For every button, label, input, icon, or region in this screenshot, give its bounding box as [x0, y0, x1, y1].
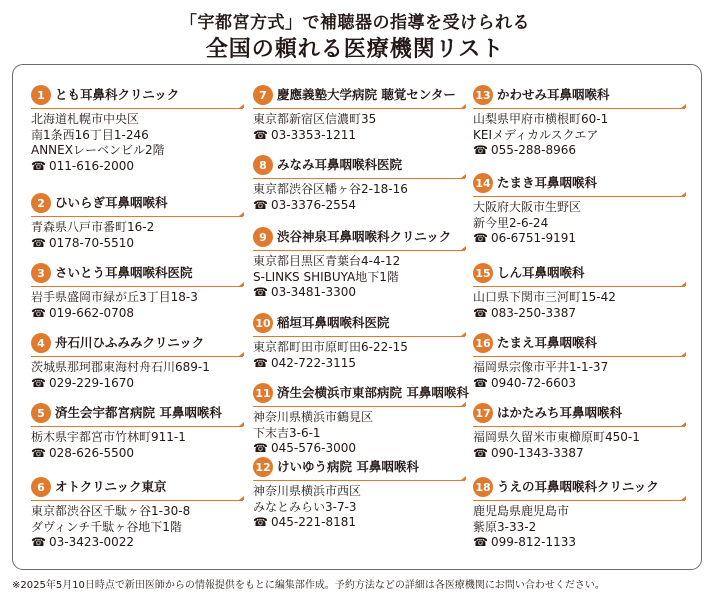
telephone-icon: ☎ [31, 158, 46, 173]
clinic-address-line: 青森県八戸市番町16-2 [31, 220, 155, 234]
clinic-address-line: 茨城県那珂郡東海村舟石川689-1 [31, 360, 210, 374]
clinic-address-line: 山口県下関市三河町15-42 [473, 290, 616, 304]
clinic-heading-rule [473, 356, 685, 357]
clinic-address-line: 福岡県久留米市東櫛原町450-1 [473, 430, 640, 444]
clinic-phone [473, 306, 685, 322]
clinic-phone [31, 236, 243, 252]
clinic-address-line: 山梨県甲府市横根町60-1 [473, 112, 609, 126]
clinic-number-badge: 14 [473, 173, 493, 193]
clinic-entry [31, 475, 243, 551]
clinic-address-line: 北海道札幌市中央区 [31, 112, 140, 126]
clinic-heading [253, 455, 465, 479]
clinic-phone [473, 143, 685, 159]
clinic-phone [473, 446, 685, 462]
clinic-heading [473, 331, 685, 355]
clinic-phone [31, 159, 243, 175]
clinic-heading [31, 331, 243, 355]
telephone-icon: ☎ [473, 445, 488, 460]
clinic-name: たまき耳鼻咽喉科 [497, 175, 598, 190]
clinic-address-line: 紫原3-33-2 [473, 519, 537, 534]
clinic-number-badge: 12 [253, 457, 273, 477]
clinic-name: 稲垣耳鼻咽喉科医院 [277, 315, 390, 330]
telephone-icon: ☎ [31, 305, 46, 320]
clinic-entry [473, 83, 685, 159]
telephone-icon: ☎ [253, 127, 268, 142]
telephone-icon: ☎ [253, 441, 268, 455]
clinic-number-badge: 1 [31, 85, 51, 105]
clinic-number-badge: 16 [473, 333, 493, 353]
clinic-phone-number: 03-3423-0022 [49, 535, 135, 549]
clinic-address-line: 神奈川県横浜市西区 [253, 484, 362, 498]
clinic-address-line: S-LINKS SHIBUYA地下1階 [253, 269, 399, 284]
clinic-phone [31, 446, 243, 462]
clinic-name: オトクリニック東京 [55, 479, 167, 494]
telephone-icon: ☎ [253, 285, 268, 299]
clinic-address-line: みなとみらい3-7-3 [253, 499, 357, 514]
clinic-name: かわせみ耳鼻咽喉科 [497, 87, 610, 102]
clinic-phone [253, 356, 465, 372]
clinic-phone-number: 06-6751-9191 [491, 231, 577, 245]
clinic-phone [253, 285, 465, 301]
clinic-heading-rule [253, 336, 465, 337]
clinic-entry [31, 83, 243, 174]
clinic-heading-rule [473, 426, 685, 427]
clinic-entry [473, 261, 685, 321]
clinic-heading-rule [253, 480, 465, 481]
clinic-heading-rule [473, 500, 685, 501]
telephone-icon: ☎ [31, 375, 46, 390]
clinic-heading [31, 401, 243, 425]
clinic-entry [473, 331, 685, 391]
clinic-address-line: 大阪府大阪市生野区 [473, 200, 582, 214]
clinic-heading [473, 171, 685, 195]
clinic-heading-rule [473, 286, 685, 287]
clinic-number-badge: 13 [473, 85, 493, 105]
clinic-heading-rule [31, 216, 243, 217]
clinic-heading-rule [473, 108, 685, 109]
clinic-heading [473, 401, 685, 425]
clinic-phone [31, 535, 243, 551]
clinic-heading [31, 261, 243, 285]
clinic-heading-rule [253, 178, 465, 179]
clinic-address-line: KEIメディカルスクエア [473, 127, 599, 142]
clinic-heading-rule [31, 500, 243, 501]
clinic-phone-number: 055-288-8966 [491, 143, 577, 157]
clinic-address-line: 東京都町田市原町田6-22-15 [253, 340, 408, 354]
telephone-icon: ☎ [31, 235, 46, 250]
clinic-phone-number: 028-626-5500 [49, 445, 135, 460]
clinic-entry [31, 191, 243, 251]
clinic-address-line: 東京都渋谷区千駄ヶ谷1-30-8 [31, 504, 191, 518]
clinic-heading [253, 311, 465, 335]
clinic-phone-number: 045-576-3000 [271, 441, 357, 455]
clinic-name: ひいらぎ耳鼻咽喉科 [55, 195, 168, 210]
clinic-name: 慶應義塾大学病院 聴覚センター [277, 87, 456, 102]
clinic-phone-number: 019-662-0708 [49, 305, 135, 320]
clinic-address-line: 東京都渋谷区幡ヶ谷2-18-16 [253, 182, 408, 196]
clinic-heading [473, 83, 685, 107]
clinic-phone-number: 03-3376-2554 [271, 197, 357, 212]
telephone-icon: ☎ [31, 535, 46, 549]
clinic-phone-number: 029-229-1670 [49, 375, 135, 390]
clinic-entry [253, 83, 465, 143]
clinic-name: はかたみち耳鼻咽喉科 [497, 405, 623, 420]
clinic-heading-rule [253, 108, 465, 109]
clinic-number-badge: 11 [253, 383, 273, 403]
clinic-name: 済生会横浜市東部病院 耳鼻咽喉科 [277, 385, 469, 400]
clinic-number-badge: 17 [473, 403, 493, 423]
clinic-name: 済生会宇都宮病院 耳鼻咽喉科 [55, 405, 222, 420]
clinic-phone-number: 090-1343-3387 [491, 445, 584, 460]
clinic-address-line: 岩手県盛岡市緑が丘3丁目18-3 [31, 290, 198, 304]
clinic-number-badge: 3 [31, 263, 51, 283]
clinic-phone-number: 083-250-3387 [491, 305, 577, 320]
clinic-entry [31, 331, 243, 391]
clinic-heading [31, 191, 243, 215]
clinic-address-line: 鹿児島県鹿児島市 [473, 504, 570, 518]
clinic-number-badge: 5 [31, 403, 51, 423]
clinic-phone [473, 535, 685, 551]
clinic-name: とも耳鼻科クリニック [55, 87, 180, 102]
clinic-address-line: ANNEXレーベンビル2階 [31, 143, 165, 157]
clinic-address-line: 新今里2-6-24 [473, 215, 549, 230]
clinic-heading [31, 475, 243, 499]
clinic-entry [253, 225, 465, 301]
clinic-address-line: 南1条西16丁目1-246 [31, 127, 149, 142]
clinic-heading-rule [473, 196, 685, 197]
clinic-entry [253, 153, 465, 213]
clinic-phone [253, 198, 465, 214]
telephone-icon: ☎ [473, 231, 488, 245]
clinic-entry [253, 381, 469, 457]
clinic-heading [473, 261, 685, 285]
clinic-heading-rule [253, 406, 465, 407]
clinic-address-line: 東京都目黒区青葉台4-4-12 [253, 254, 401, 268]
clinic-list-panel [12, 64, 702, 570]
clinic-number-badge: 8 [253, 155, 273, 175]
clinic-number-badge: 4 [31, 333, 51, 353]
page-subtitle: 「宇都宮方式」で補聴器の指導を受けられる [180, 13, 530, 33]
telephone-icon: ☎ [473, 143, 488, 157]
clinic-heading-rule [31, 286, 243, 287]
clinic-address-line: ダヴィンチ千駄ヶ谷地下1階 [31, 519, 182, 534]
clinic-phone-number: 03-3353-1211 [271, 127, 357, 142]
clinic-phone [473, 231, 685, 247]
telephone-icon: ☎ [473, 535, 488, 549]
clinic-heading-rule [31, 426, 243, 427]
clinic-heading-rule [31, 108, 243, 109]
page-title: 全国の頼れる医療機関リスト [205, 37, 505, 62]
clinic-name: けいゆう病院 耳鼻咽喉科 [277, 459, 419, 474]
clinic-number-badge: 9 [253, 227, 273, 247]
clinic-number-badge: 2 [31, 193, 51, 213]
clinic-phone [31, 306, 243, 322]
telephone-icon: ☎ [253, 355, 268, 370]
clinic-number-badge: 15 [473, 263, 493, 283]
clinic-address-line: 福岡県宗像市平井1-1-37 [473, 360, 609, 374]
clinic-phone [253, 515, 465, 531]
clinic-phone [31, 376, 243, 392]
clinic-number-badge: 10 [253, 313, 273, 333]
clinic-phone-number: 099-812-1133 [491, 535, 577, 549]
clinic-address-line: 神奈川県横浜市鶴見区 [253, 410, 374, 424]
clinic-number-badge: 7 [253, 85, 273, 105]
clinic-entry [31, 261, 243, 321]
clinic-phone-number: 0940-72-6603 [491, 375, 577, 390]
clinic-name: たまえ耳鼻咽喉科 [497, 335, 598, 350]
clinic-phone-number: 042-722-3115 [271, 355, 357, 370]
clinic-heading [253, 83, 465, 107]
clinic-entry [473, 475, 685, 551]
clinic-name: さいとう耳鼻咽喉科医院 [55, 265, 193, 280]
clinic-phone-number: 03-3481-3300 [271, 285, 357, 299]
telephone-icon: ☎ [473, 305, 488, 320]
clinic-heading [253, 225, 465, 249]
clinic-number-badge: 18 [473, 477, 493, 497]
clinic-heading [31, 83, 243, 107]
clinic-phone-number: 0178-70-5510 [49, 235, 135, 250]
clinic-heading-rule [253, 250, 465, 251]
clinic-name: みなみ耳鼻咽喉科医院 [277, 157, 403, 172]
clinic-heading [473, 475, 685, 499]
clinic-heading-rule [31, 356, 243, 357]
clinic-address-line: 栃木県宇都宮市竹林町911-1 [31, 430, 186, 444]
clinic-name: 舟石川ひふみみクリニック [55, 335, 205, 350]
clinic-phone-number: 045-221-8181 [271, 515, 357, 529]
telephone-icon: ☎ [253, 515, 268, 529]
clinic-phone [473, 376, 685, 392]
clinic-entry [473, 171, 685, 247]
clinic-heading [253, 381, 469, 405]
clinic-name: しん耳鼻咽喉科 [497, 265, 585, 280]
clinic-entry [253, 311, 465, 371]
clinic-address-line: 東京都新宿区信濃町35 [253, 112, 377, 126]
footnote: ※2025年5月10日時点で新田医師からの情報提供をもとに編集部作成。予約方法などの詳細は各医療機関にお問い合わせください。 [12, 580, 605, 591]
clinic-name: うえの耳鼻咽喉科クリニック [497, 479, 659, 494]
clinic-entry [253, 455, 465, 531]
clinic-address-line: 下末吉3-6-1 [253, 425, 321, 440]
clinic-phone-number: 011-616-2000 [49, 158, 135, 173]
clinic-heading [253, 153, 465, 177]
clinic-name: 渋谷神泉耳鼻咽喉科クリニック [277, 229, 452, 244]
clinic-entry [473, 401, 685, 461]
telephone-icon: ☎ [31, 445, 46, 460]
clinic-entry [31, 401, 243, 461]
clinic-number-badge: 6 [31, 477, 51, 497]
telephone-icon: ☎ [473, 375, 488, 390]
clinic-phone [253, 128, 465, 144]
telephone-icon: ☎ [253, 197, 268, 212]
